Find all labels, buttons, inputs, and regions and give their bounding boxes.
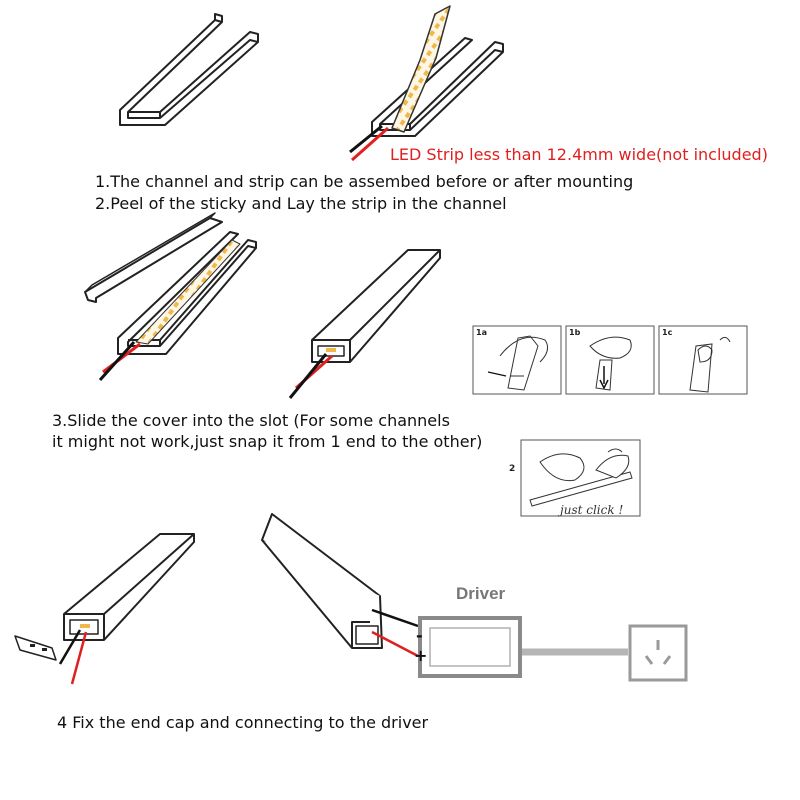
channel-to-driver (262, 514, 418, 656)
empty-channel (120, 14, 258, 125)
panel-label-1a: 1a (476, 328, 487, 337)
step-1-text (95, 172, 633, 191)
wire-black (290, 354, 326, 398)
cover-slide (85, 213, 256, 380)
step-1-number: 1. (95, 172, 111, 191)
panel-label-1b: 1b (569, 328, 581, 337)
end-cap-assembly (15, 534, 194, 684)
step-2-text: 2.Peel of the sticky and Lay the strip in the channel (95, 194, 507, 213)
step-3-text-line1: 3.Slide the cover into the slot (For some channels (52, 411, 450, 430)
step-4-text: 4 Fix the end cap and connecting to the driver (57, 713, 429, 732)
driver-minus: - (416, 626, 423, 645)
click-text: just click ! (560, 503, 624, 517)
step-1-label: The channel and strip can be assembed before or after mounting (110, 172, 634, 191)
driver-box (420, 618, 628, 676)
panel-label-1c: 1c (662, 328, 673, 337)
driver-label: Driver (456, 584, 506, 603)
panel-label-2: 2 (509, 464, 516, 474)
wall-socket-icon (630, 626, 686, 680)
wire-red (352, 128, 388, 160)
end-cap (15, 636, 56, 660)
led-strip-note: LED Strip less than 12.4mm wide(not included) (390, 145, 768, 164)
covered-channel (290, 250, 440, 398)
channel-with-strip (350, 6, 503, 160)
driver-plus: + (414, 646, 428, 665)
step-3-text-line2: it might not work,just snap it from 1 end to the other) (52, 432, 483, 451)
